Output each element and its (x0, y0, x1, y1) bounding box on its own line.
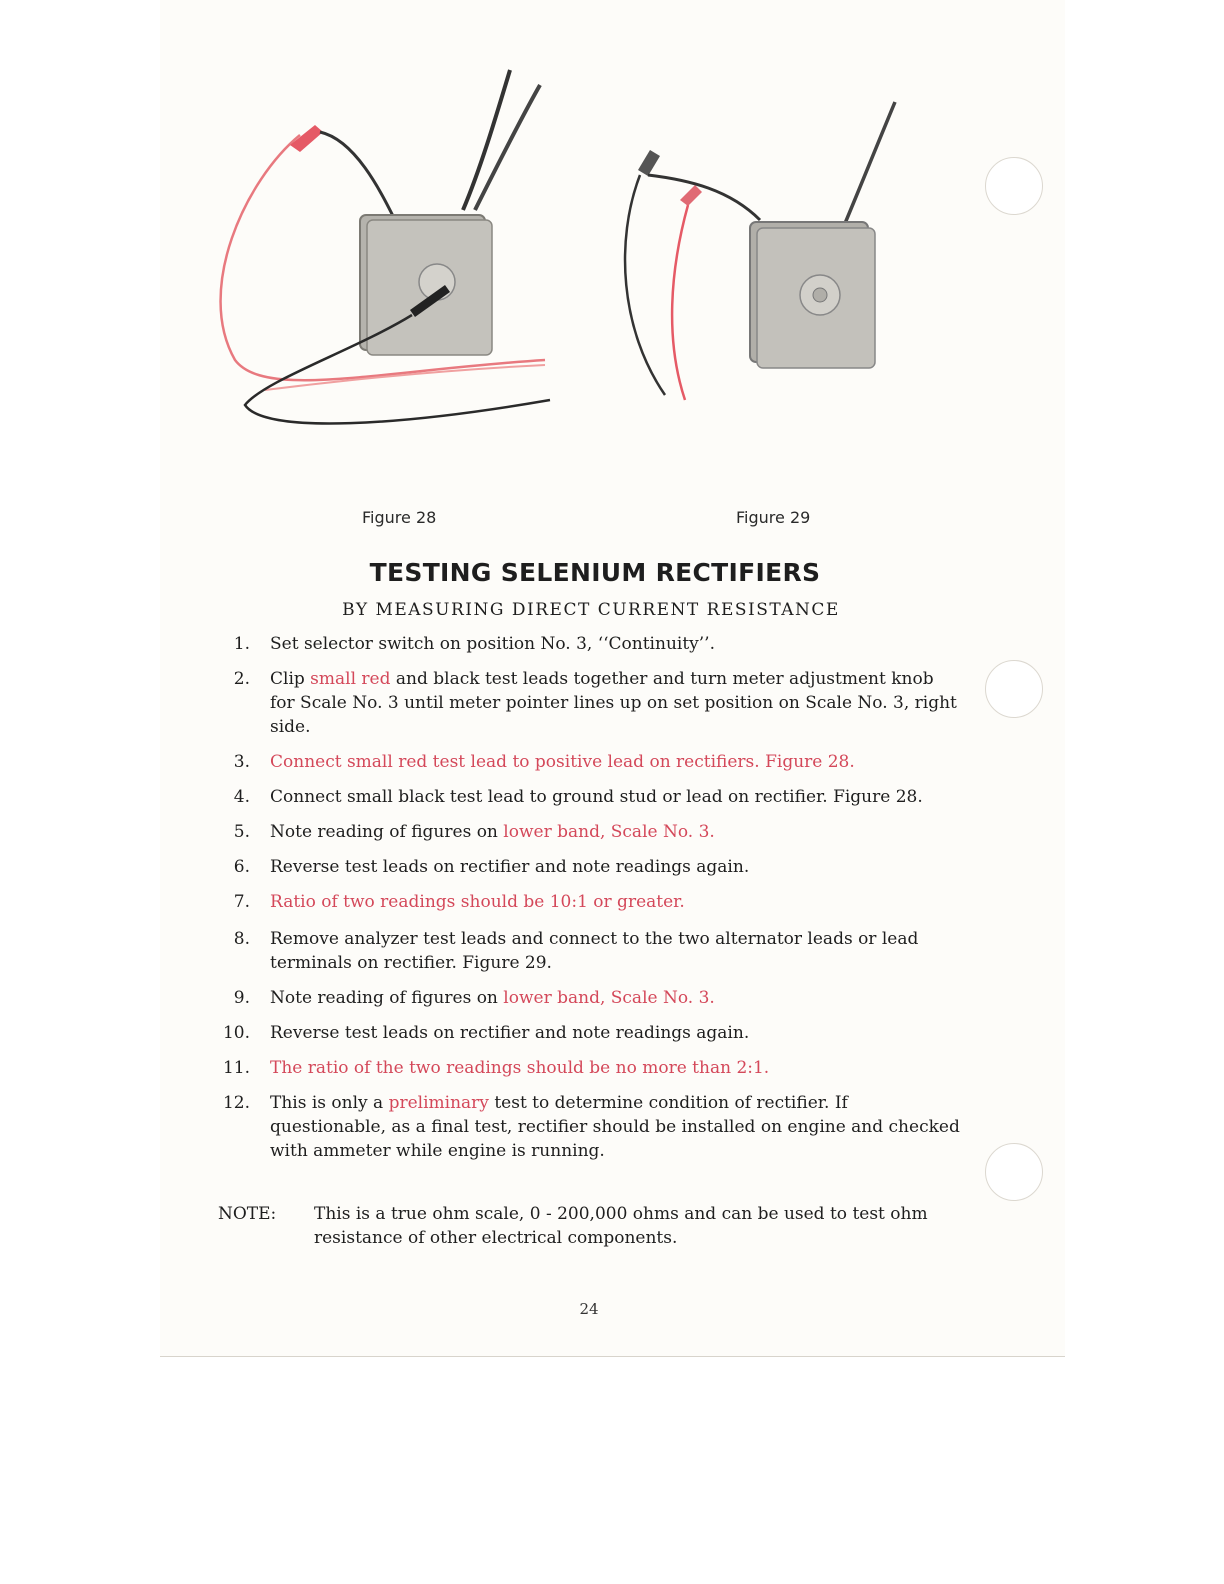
step-text-part: Connect small black test lead to ground stud or lead on rectifier. Figure 28. (270, 787, 923, 807)
page-number: 24 (579, 1300, 599, 1318)
figure-29-image (610, 90, 910, 420)
page-title: TESTING SELENIUM RECTIFIERS (369, 558, 821, 587)
list-item (212, 890, 962, 914)
step-text (270, 750, 962, 774)
step-text-part: Reverse test leads on rectifier and note readings again. (270, 857, 750, 877)
step-number: 5. (233, 822, 250, 842)
step-text (270, 986, 962, 1010)
step-text-part: test to determine condition of rectifier. If questionable, as a final test, rectifier should be installed on engine and checked with ammeter while engine is running. (270, 1093, 960, 1161)
step-text-part: Clip (270, 669, 311, 689)
step-number: 7. (233, 892, 250, 912)
list-item (212, 855, 962, 879)
list-item (212, 1021, 962, 1045)
list-item (212, 986, 962, 1010)
step-text (270, 927, 962, 975)
step-number: 2. (233, 669, 250, 689)
figure-28-image (205, 60, 565, 440)
list-item (212, 750, 962, 774)
step-text (270, 667, 962, 739)
step-text (270, 855, 962, 879)
step-text (270, 1056, 962, 1080)
note-block (218, 1202, 963, 1250)
page-subtitle: BY MEASURING DIRECT CURRENT RESISTANCE (342, 600, 840, 620)
step-text (270, 785, 962, 809)
list-item (212, 927, 962, 975)
step-text-part: Set selector switch on position No. 3, ‘‘Continuity’’. (270, 634, 715, 654)
step-text (270, 1021, 962, 1045)
step-number: 1. (233, 634, 250, 654)
steps-list (212, 632, 962, 1163)
step-text-part: This is only a (270, 1093, 389, 1113)
highlighted-text: lower band, Scale No. 3. (503, 822, 715, 842)
step-text-part: Remove analyzer test leads and connect to the two alternator leads or lead terminals on rectifier. Figure 29. (270, 929, 919, 973)
step-number: 4. (233, 787, 250, 807)
list-item (212, 820, 962, 844)
figure-28-caption: Figure 28 (362, 508, 437, 527)
step-text-part: and black test leads together and turn meter adjustment knob for Scale No. 3 until meter pointer lines up on set position on Scale No. 3, right side. (270, 669, 957, 737)
step-number: 12. (222, 1093, 250, 1113)
step-number: 6. (233, 857, 250, 877)
punch-hole (985, 660, 1043, 718)
highlighted-text: Ratio of two readings should be 10:1 or greater. (270, 892, 685, 912)
step-text-part: Note reading of figures on (270, 822, 504, 842)
list-item (212, 785, 962, 809)
step-number: 3. (233, 752, 250, 772)
step-number: 8. (233, 929, 250, 949)
step-text (270, 820, 962, 844)
highlighted-text: lower band, Scale No. 3. (503, 988, 715, 1008)
note-label: NOTE: (218, 1204, 277, 1224)
step-number: 11. (222, 1058, 250, 1078)
note-text: This is a true ohm scale, 0 - 200,000 ohms and can be used to test ohm resistance of other electrical components. (314, 1204, 928, 1248)
step-text (270, 1091, 962, 1163)
step-text-part: Reverse test leads on rectifier and note readings again. (270, 1023, 750, 1043)
highlighted-text: small red (310, 669, 391, 689)
list-item (212, 632, 962, 656)
figure-29-caption: Figure 29 (736, 508, 811, 527)
highlighted-text: The ratio of the two readings should be no more than 2:1. (270, 1058, 770, 1078)
list-item (212, 667, 962, 739)
list-item (212, 1056, 962, 1080)
step-text (270, 632, 962, 656)
step-text-part: Note reading of figures on (270, 988, 504, 1008)
highlighted-text: Connect small red test lead to positive lead on rectifiers. Figure 28. (270, 752, 855, 772)
highlighted-text: preliminary (388, 1093, 489, 1113)
step-text (270, 890, 962, 914)
step-number: 10. (222, 1023, 250, 1043)
step-number: 9. (233, 988, 250, 1008)
list-item (212, 1091, 962, 1163)
punch-hole (985, 157, 1043, 215)
punch-hole (985, 1143, 1043, 1201)
